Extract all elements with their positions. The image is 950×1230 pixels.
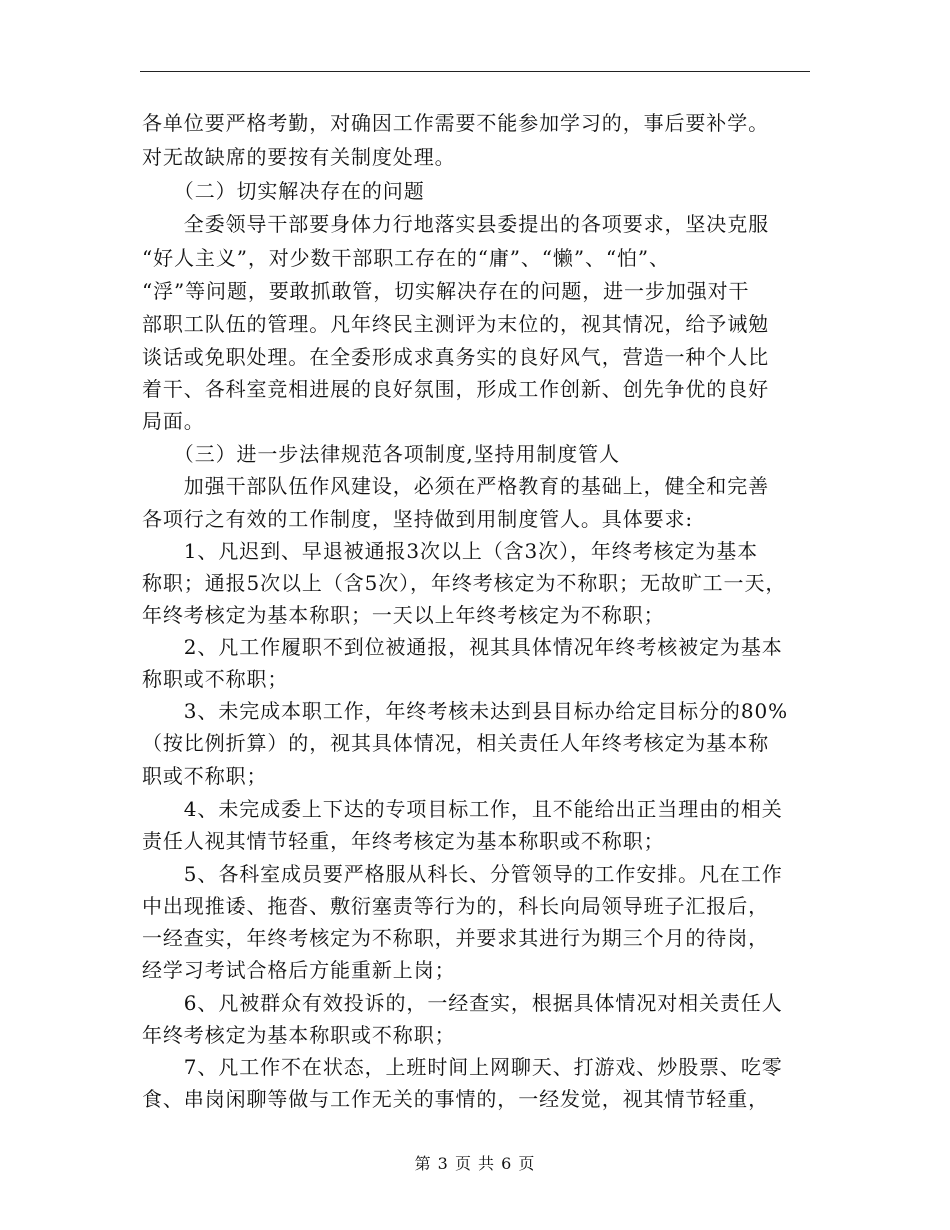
- text-line: 谈话或免职处理。在全委形成求真务实的良好风气，营造一种个人比: [142, 345, 769, 369]
- page-number: 第 3 页 共 6 页: [414, 1154, 536, 1173]
- text-line: 中出现推诿、拖沓、敷衍塞责等行为的，科长向局领导班子汇报后，: [142, 894, 769, 918]
- list-item: 7、凡工作不在状态，上班时间上网聊天、打游戏、炒股票、吃零: [142, 1055, 783, 1079]
- text-line: 各单位要严格考勤，对确因工作需要不能参加学习的，事后要补学。: [142, 111, 769, 135]
- text-line: 职或不称职；: [142, 764, 268, 788]
- list-item: 3、未完成本职工作，年终考核未达到县目标办给定目标分的80%: [142, 699, 788, 723]
- text-line: 经学习考试合格后方能重新上岗；: [142, 958, 456, 982]
- text-line: 年终考核定为基本称职；一天以上年终考核定为不称职；: [142, 603, 665, 627]
- list-item: 4、未完成委上下达的专项目标工作，且不能给出正当理由的相关: [142, 797, 783, 821]
- text-line: “好人主义”，对少数干部职工存在的“庸”、“懒”、“怕”、: [142, 246, 670, 270]
- text-line: 各项行之有效的工作制度，坚持做到用制度管人。具体要求:: [142, 507, 694, 531]
- text-line: 着干、各科室竞相进展的良好氛围，形成工作创新、创先争优的良好: [142, 377, 769, 401]
- text-line: 全委领导干部要身体力行地落实县委提出的各项要求，坚决克服: [142, 212, 769, 236]
- text-line: 食、串岗闲聊等做与工作无关的事情的，一经发觉，视其情节轻重，: [142, 1087, 769, 1111]
- list-item: 6、凡被群众有效投诉的，一经查实，根据具体情况对相关责任人: [142, 991, 783, 1015]
- list-item: 2、凡工作履职不到位被通报，视其具体情况年终考核被定为基本: [142, 635, 783, 659]
- section-heading: （二）切实解决存在的问题: [142, 179, 425, 203]
- text-line: （按比例折算）的，视其具体情况，相关责任人年终考核定为基本称: [142, 731, 769, 755]
- list-item: 1、凡迟到、早退被通报3次以上（含3次），年终考核定为基本: [142, 539, 759, 563]
- text-line: 年终考核定为基本称职或不称职；: [142, 1023, 456, 1047]
- text-line: 称职；通报5次以上（含5次），年终考核定为不称职；无故旷工一天，: [142, 571, 787, 595]
- section-heading: （三）进一步法律规范各项制度,坚持用制度管人: [142, 442, 620, 466]
- text-line: 局面。: [142, 409, 205, 433]
- text-line: “浮”等问题，要敢抓敢管，切实解决存在的问题，进一步加强对干: [142, 279, 750, 303]
- text-line: 称职或不称职；: [142, 667, 289, 691]
- text-line: 部职工队伍的管理。凡年终民主测评为末位的，视其情况，给予诫勉: [142, 312, 769, 336]
- text-line: 责任人视其情节轻重，年终考核定为基本称职或不称职；: [142, 829, 665, 853]
- text-line: 加强干部队伍作风建设，必须在严格教育的基础上，健全和完善: [142, 474, 769, 498]
- list-item: 5、各科室成员要严格服从科长、分管领导的工作安排。凡在工作: [142, 862, 783, 886]
- text-line: 对无故缺席的要按有关制度处理。: [142, 145, 456, 169]
- text-line: 一经查实，年终考核定为不称职，并要求其进行为期三个月的待岗，: [142, 926, 769, 950]
